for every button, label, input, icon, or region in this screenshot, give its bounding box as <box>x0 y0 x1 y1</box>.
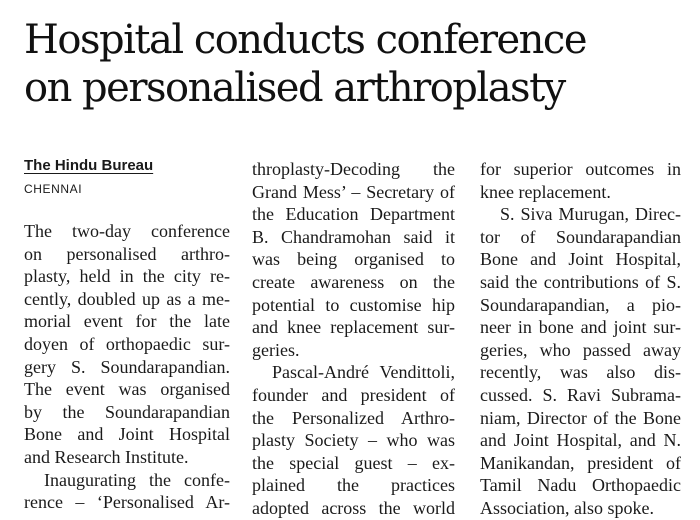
headline <box>24 16 684 112</box>
text-line: Grand Mess’ – Secretary of <box>252 181 455 202</box>
text-line: the Education Department <box>252 204 455 225</box>
text-line: tor of Soundarapandian <box>480 226 681 247</box>
text-line: rence – ‘Personalised Ar- <box>24 492 230 513</box>
text-line: plasty Society – who was <box>252 430 455 451</box>
text-line: and knee replacement sur- <box>252 317 455 338</box>
headline-line-1: Hospital conducts conference <box>24 17 587 63</box>
text-line: cently, doubled up as a me- <box>24 288 230 309</box>
article-column-3 <box>480 158 681 520</box>
text-line: neer in bone and joint sur- <box>480 317 681 338</box>
text-line: doyen of orthopaedic sur- <box>24 333 230 354</box>
text-line: the special guest – ex- <box>252 452 455 473</box>
text-line: founder and president of <box>252 384 455 405</box>
text-line: gery S. Soundarapandian. <box>24 356 230 377</box>
article-column-1 <box>24 156 230 514</box>
text-line: Tamil Nadu Orthopaedic <box>480 475 681 496</box>
text-line: S. Siva Murugan, Direc- <box>500 204 681 225</box>
text-line: for superior outcomes in <box>480 159 681 179</box>
text-line: Manikandan, president of <box>480 452 681 473</box>
text-line: throplasty-Decoding the <box>252 159 455 179</box>
byline[interactable]: The Hindu Bureau <box>24 157 154 174</box>
text-line: Association, also spoke. <box>480 497 654 518</box>
text-line: plasty, held in the city re- <box>24 266 230 287</box>
text-line: on personalised arthro- <box>24 243 230 264</box>
text-line: create awareness on the <box>252 271 455 292</box>
text-line: The two-day conference <box>24 221 230 241</box>
paragraph-1 <box>24 220 230 469</box>
text-line: adopted across the world <box>252 497 455 518</box>
text-line: geries, who passed away <box>480 339 681 360</box>
text-line: knee replacement. <box>480 181 611 202</box>
paragraph-2 <box>24 469 230 514</box>
headline-line-2: on personalised arthroplasty <box>24 65 565 111</box>
text-line: Inaugurating the confe- <box>44 469 230 490</box>
text-line: plained the practices <box>252 475 455 496</box>
text-line: Pascal-André Vendittoli, <box>272 362 455 383</box>
text-line: Bone and Joint Hospital <box>24 424 230 445</box>
text-line: the Personalized Arthro- <box>252 407 455 428</box>
text-line: and Research Institute. <box>24 446 189 467</box>
text-line: The event was organised <box>24 379 230 400</box>
text-line: by the Soundarapandian <box>24 401 230 422</box>
text-line: potential to customise hip <box>252 294 455 315</box>
text-line: said the contributions of S. <box>480 271 681 292</box>
text-line: B. Chandramohan said it <box>252 226 455 247</box>
text-line: recently, was also dis- <box>480 362 681 383</box>
text-line: Soundarapandian, a pio- <box>480 294 681 315</box>
text-line: and Joint Hospital, and N. <box>480 430 681 451</box>
text-line: niam, Director of the Bone <box>480 407 681 428</box>
text-line: geries. <box>252 339 300 360</box>
dateline: CHENNAI <box>24 182 83 196</box>
text-line: was being organised to <box>252 249 455 270</box>
text-line: morial event for the late <box>24 311 230 332</box>
text-line: Bone and Joint Hospital, <box>480 249 681 270</box>
text-line: cussed. S. Ravi Subrama- <box>480 384 681 405</box>
article-column-2 <box>252 158 455 520</box>
